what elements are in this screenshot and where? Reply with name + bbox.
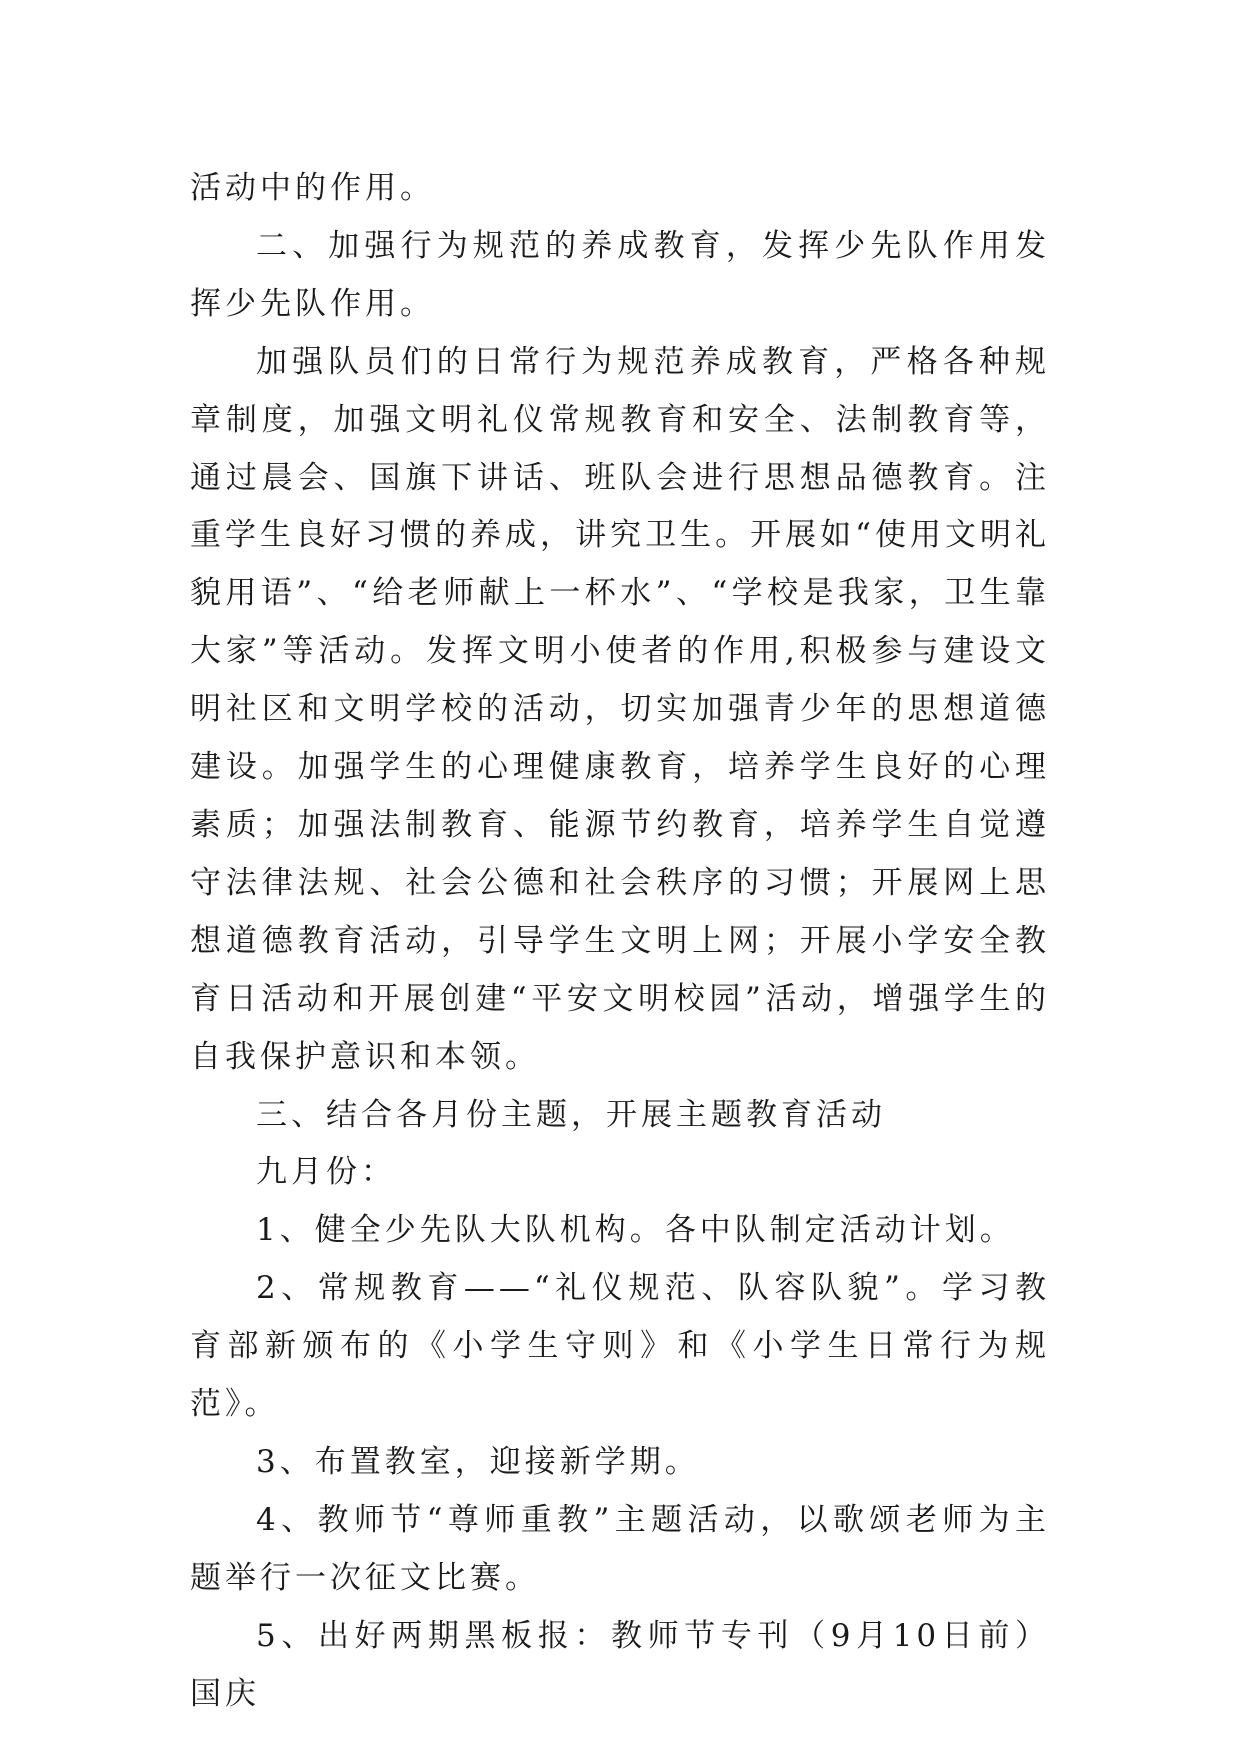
paragraph-behavior-education: 加强队员们的日常行为规范养成教育，严格各种规章制度，加强文明礼仪常规教育和安全、法制教育等，通过晨会、国旗下讲话、班队会进行思想品德教育。注重学生良好习惯的养成，讲究卫生。开展如“使用文明礼貌用语”、“给老师献上一杯水”、“学校是我家，卫生靠大家”等活动。发挥文明小使者的作用,积极参与建设文明社区和文明学校的活动，切实加强青少年的思想道德建设。加强学生的心理健康教育，培养学生良好的心理素质；加强法制教育、能源节约教育，培养学生自觉遵守法律法规、社会公德和社会秩序的习惯；开展网上思想道德教育活动，引导学生文明上网；开展小学安全教育日活动和开展创建“平安文明校园”活动，增强学生的自我保护意识和本领。 xyxy=(190,343,1050,1075)
document-body xyxy=(190,160,1050,1723)
paragraph-item-3: 3、布置教室，迎接新学期。 xyxy=(256,1443,700,1480)
paragraph-item-1: 1、健全少先队大队机构。各中队制定活动计划。 xyxy=(256,1212,1015,1249)
paragraph-item-5: 5、出好两期黑板报：教师节专刊（9月10日前）国庆 xyxy=(190,1617,1050,1712)
paragraph-item-2: 2、常规教育——“礼仪规范、队容队貌”。学习教育部新颁布的《小学生守则》和《小学生日常行为规范》。 xyxy=(190,1270,1050,1423)
paragraph-september-heading: 九月份： xyxy=(256,1154,396,1191)
paragraph-section-two-heading: 二、加强行为规范的养成教育，发挥少先队作用发挥少先队作用。 xyxy=(190,227,1050,322)
paragraph-role-continuation: 活动中的作用。 xyxy=(190,170,435,206)
paragraph-item-4: 4、教师节“尊师重教”主题活动，以歌颂老师为主题举行一次征文比赛。 xyxy=(190,1501,1050,1596)
paragraph-section-three-heading: 三、结合各月份主题，开展主题教育活动 xyxy=(256,1096,886,1133)
